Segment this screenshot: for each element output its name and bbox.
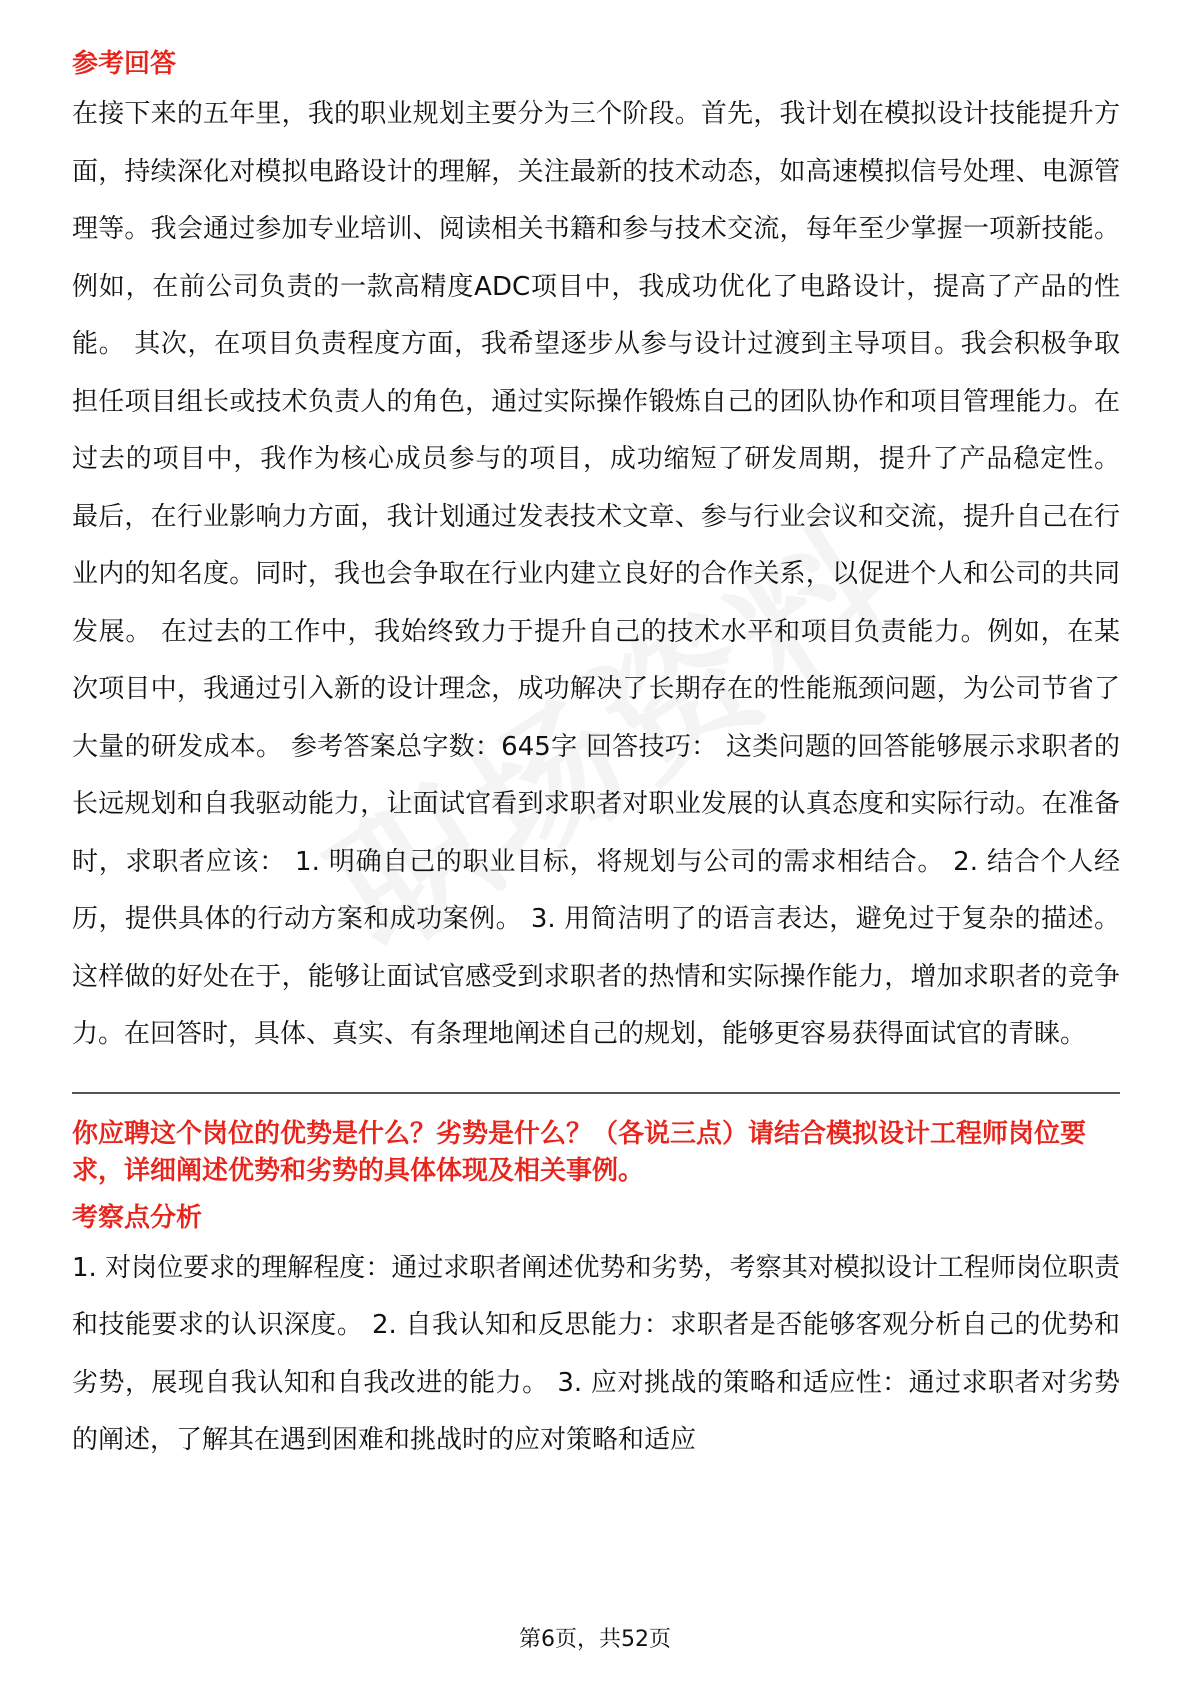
analysis-paragraph: 1. 对岗位要求的理解程度：通过求职者阐述优势和劣势，考察其对模拟设计工程师岗位职责和技能要求的认识深度。 2. 自我认知和反思能力：求职者是否能够客观分析自己的优势和劣势，展现自我认知和自我改进的能力。 3. 应对挑战的策略和适应性：通过求职者对劣势的阐述，了解其在遇到困难和挑战时的应对策略和适应: [72, 1252, 1120, 1455]
answer-heading: 参考回答: [72, 49, 177, 79]
analysis-heading: 考察点分析: [72, 1202, 203, 1233]
page-number-footer: 第6页，共52页: [519, 1627, 671, 1652]
section-divider: [72, 1092, 1120, 1094]
page-content: [72, 42, 1120, 1470]
question-text: 你应聘这个岗位的优势是什么？劣势是什么？（各说三点）请结合模拟设计工程师岗位要求，详细阐述优势和劣势的具体体现及相关事例。: [72, 1118, 1087, 1186]
answer-paragraph: 在接下来的五年里，我的职业规划主要分为三个阶段。首先，我计划在模拟设计技能提升方面，持续深化对模拟电路设计的理解，关注最新的技术动态，如高速模拟信号处理、电源管理等。我会通过参加专业培训、阅读相关书籍和参与技术交流，每年至少掌握一项新技能。例如，在前公司负责的一款高精度ADC项目中，我成功优化了电路设计，提高了产品的性能。 其次，在项目负责程度方面，我希望逐步从参与设计过渡到主导项目。我会积极争取担任项目组长或技术负责人的角色，通过实际操作锻炼自己的团队协作和项目管理能力。在过去的项目中，我作为核心成员参与的项目，成功缩短了研发周期，提升了产品稳定性。 最后，在行业影响力方面，我计划通过发表技术文章、参与行业会议和交流，提升自己在行业内的知名度。同时，我也会争取在行业内建立良好的合作关系，以促进个人和公司的共同发展。 在过去的工作中，我始终致力于提升自己的技术水平和项目负责能力。例如，在某次项目中，我通过引入新的设计理念，成功解决了长期存在的性能瓶颈问题，为公司节省了大量的研发成本。 参考答案总字数：645字 回答技巧： 这类问题的回答能够展示求职者的长远规划和自我驱动能力，让面试官看到求职者对职业发展的认真态度和实际行动。在准备时，求职者应该： 1. 明确自己的职业目标，将规划与公司的需求相结合。 2. 结合个人经历，提供具体的行动方案和成功案例。 3. 用简洁明了的语言表达，避免过于复杂的描述。 这样做的好处在于，能够让面试官感受到求职者的热情和实际操作能力，增加求职者的竞争力。在回答时，具体、真实、有条理地阐述自己的规划，能够更容易获得面试官的青睐。: [72, 99, 1120, 1049]
